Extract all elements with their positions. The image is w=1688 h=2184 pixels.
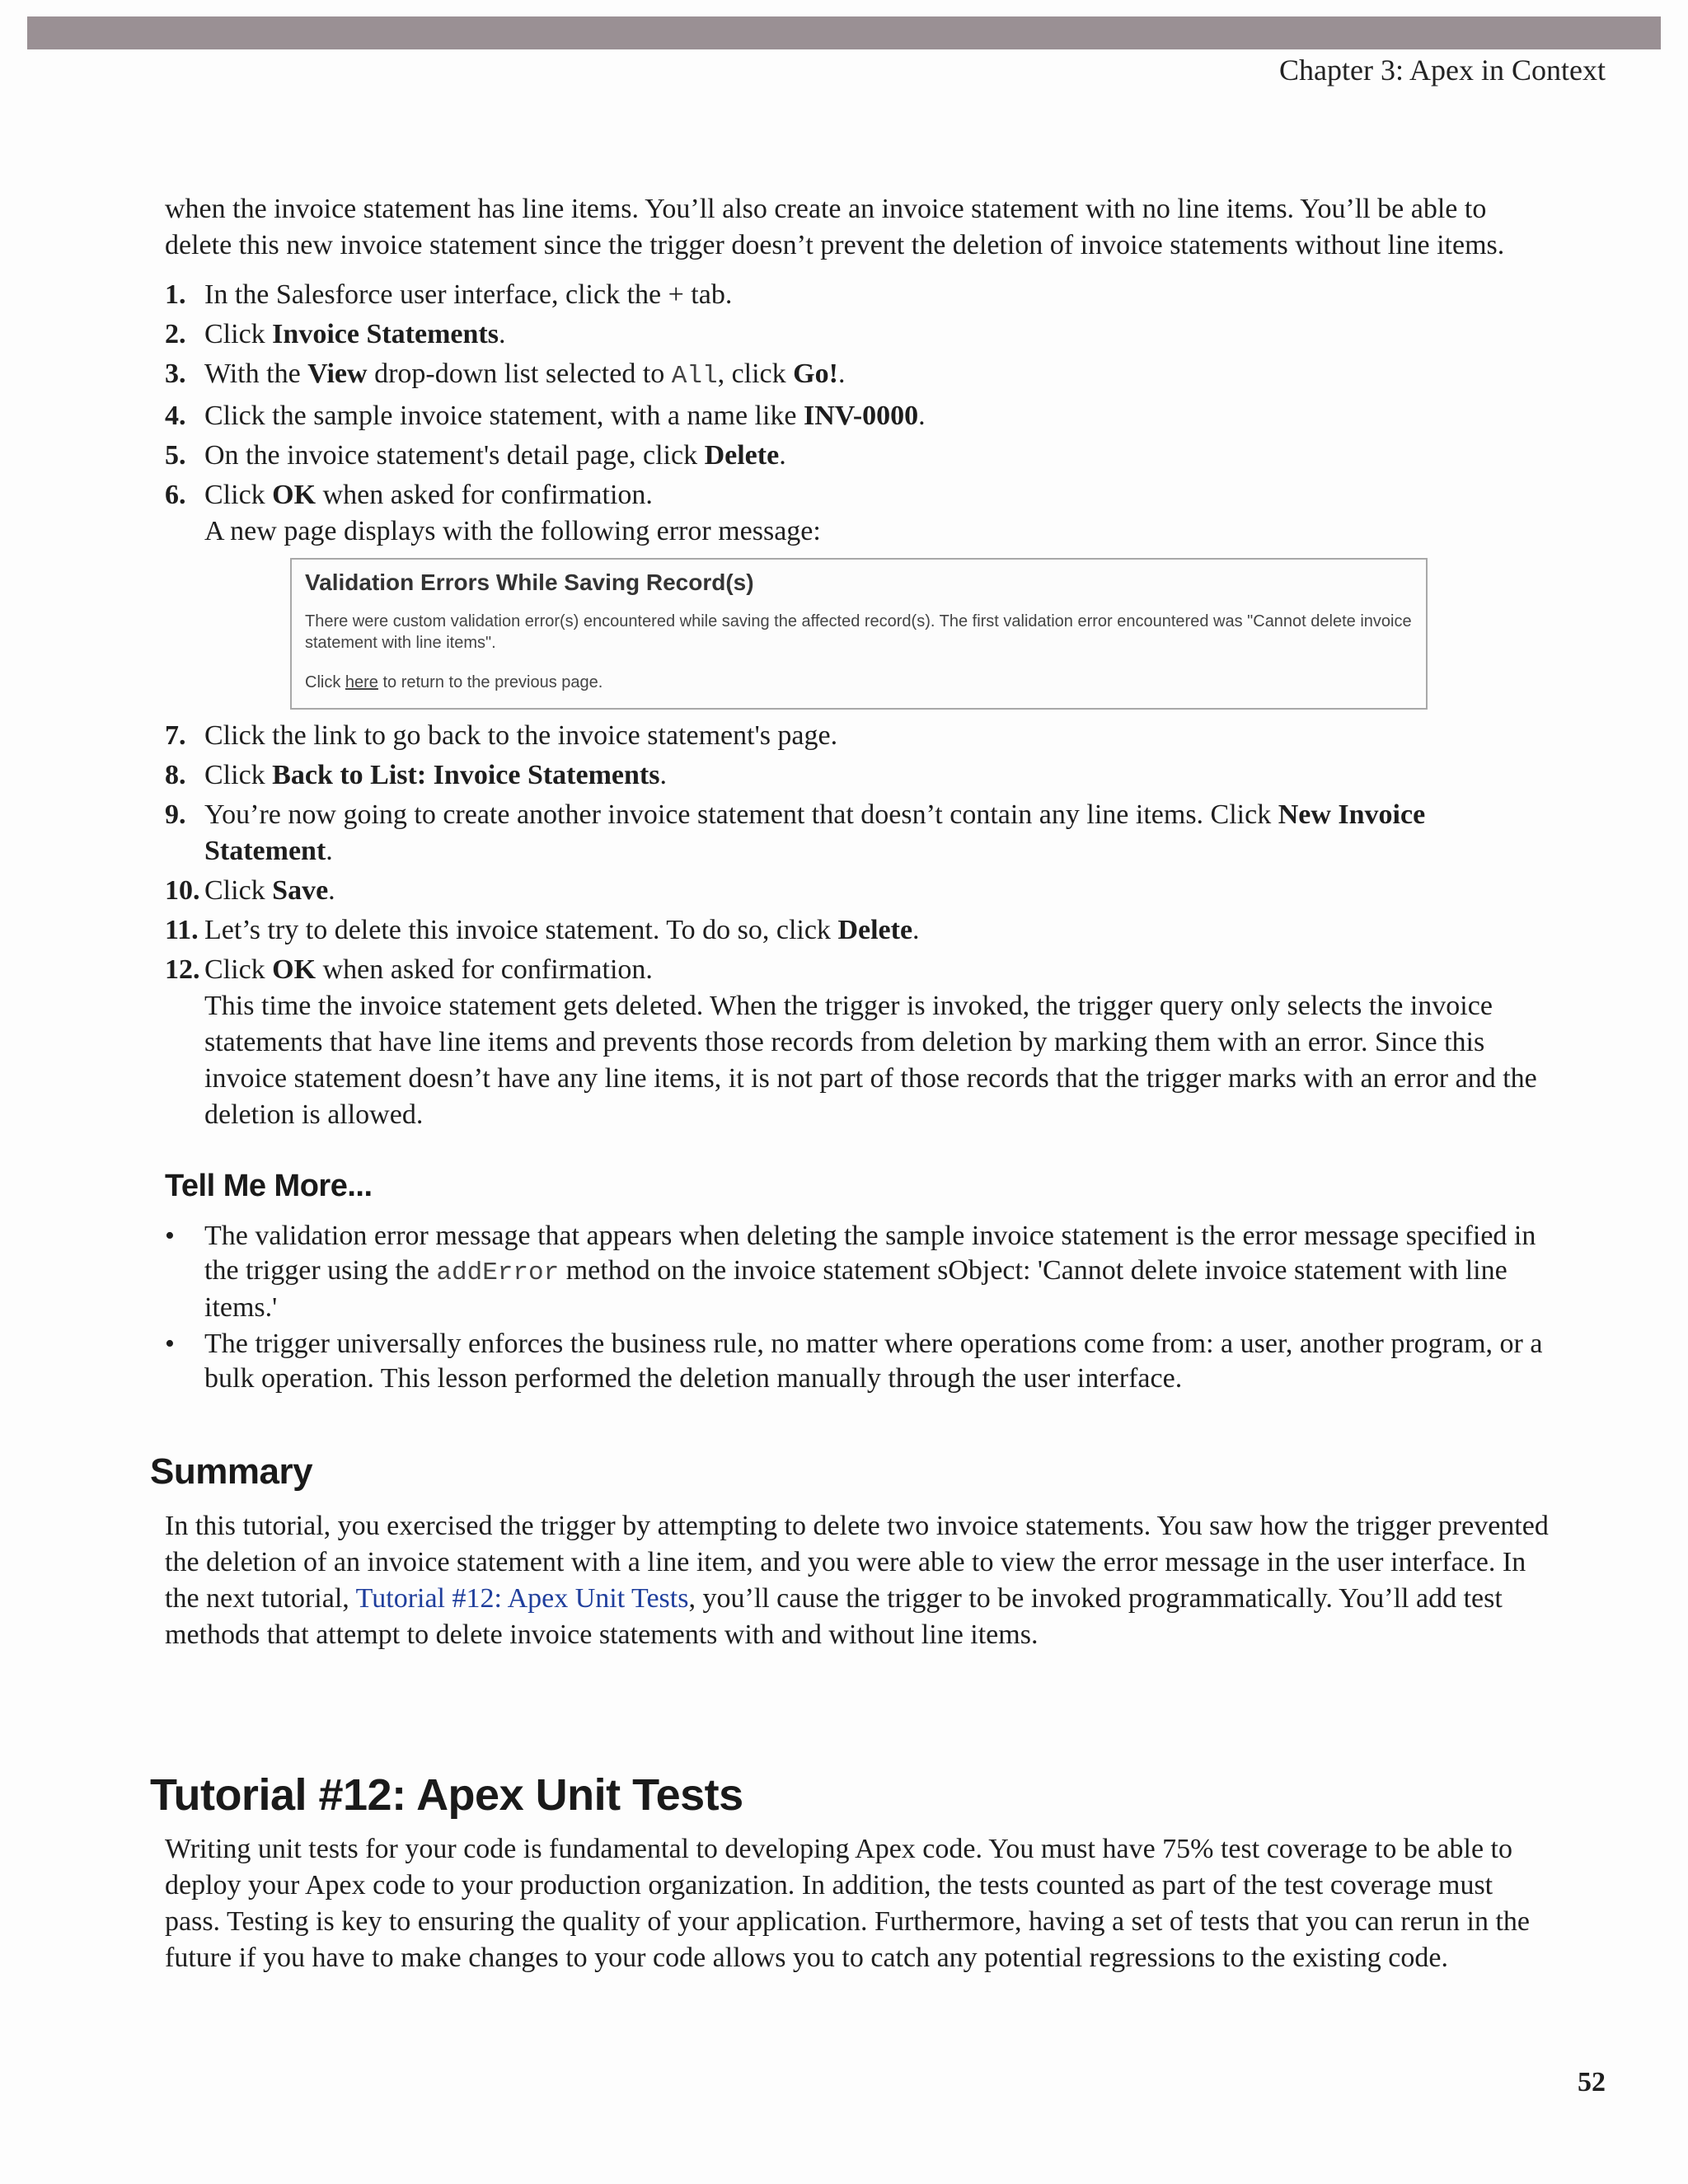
step-ui-label: Invoice Statements xyxy=(272,319,499,349)
bullet-code: addError xyxy=(436,1258,560,1287)
bullet-item xyxy=(165,1327,1550,1396)
step-number: 6. xyxy=(165,480,186,510)
step-number: 2. xyxy=(165,319,186,349)
step-ui-label: Back to List: Invoice Statements xyxy=(272,760,660,790)
tutorial-12-link[interactable]: Tutorial #12: Apex Unit Tests xyxy=(355,1583,689,1614)
step-7 xyxy=(165,718,1550,754)
error-title: Validation Errors While Saving Record(s) xyxy=(305,569,754,595)
step-ui-label: View xyxy=(307,359,368,389)
bullet-text: method on the invoice statement sObject: 'Cannot delete invoice statement with line items.' xyxy=(204,1255,1507,1323)
step-text: . xyxy=(779,440,786,471)
step-12 xyxy=(165,952,1550,1133)
step-text: You’re now going to create another invoice statement that doesn’t contain any line items. Click xyxy=(204,799,1278,830)
step-10 xyxy=(165,873,1550,909)
summary-heading: Summary xyxy=(150,1451,313,1492)
header-bar xyxy=(27,16,1661,49)
tutorial-paragraph: Writing unit tests for your code is fundamental to developing Apex code. You must have 75% test coverage to be able to deploy your Apex code to your production organization. In addition, the tests counted as part of the test coverage must pass. Testing is key to ensuring the quality of your application. Furthermore, having a set of tests that you can rerun in the future if you have to make changes to your code allows you to catch any potential regressions to the existing code. xyxy=(165,1834,1531,1973)
error-message-screenshot xyxy=(290,558,1428,710)
bullet-text: The validation error message that appears when deleting the sample invoice statement is the error message specified in the trigger using the xyxy=(204,1221,1536,1286)
step-number: 1. xyxy=(165,279,186,310)
error-footer xyxy=(305,672,1413,693)
step-5 xyxy=(165,438,1550,474)
bullet-dot-icon: • xyxy=(165,1329,175,1359)
step-2 xyxy=(165,316,1550,353)
running-head: Chapter 3: Apex in Context xyxy=(1279,54,1606,87)
step-text: Click the link to go back to the invoice statement's page. xyxy=(204,720,838,751)
step-code: All xyxy=(671,362,718,391)
error-body: There were custom validation error(s) encountered while saving the affected record(s). The first validation error encountered was "Cannot delete invoice statement with line items". xyxy=(305,612,1412,652)
step-text: In the Salesforce user interface, click the + tab. xyxy=(204,279,733,310)
step-text: . xyxy=(912,915,920,945)
error-footer-text: to return to the previous page. xyxy=(377,673,603,691)
intro-paragraph: when the invoice statement has line items. You’ll also create an invoice statement with no line items. You’ll be able to delete this new invoice statement since the trigger doesn’t prevent the deletion of invoice statements without line items. xyxy=(165,194,1505,260)
bullet-item xyxy=(165,1219,1550,1325)
summary-text: , you’ll cause the trigger to be invoked programmatically. You’ll add test methods that attempt to delete invoice statements with and without line items. xyxy=(165,1583,1503,1650)
step-text: On the invoice statement's detail page, click xyxy=(204,440,705,471)
step-ui-label: OK xyxy=(272,954,316,985)
step-number: 9. xyxy=(165,799,186,830)
step-text: drop-down list selected to xyxy=(367,359,672,389)
tell-me-more-list xyxy=(165,1219,1550,1396)
step-note: This time the invoice statement gets deleted. When the trigger is invoked, the trigger query only selects the invoice statements that have line items and prevents those records from deletion by marking them with an error. Since this invoice statement doesn’t have any line items, it is not part of those records that the trigger marks with an error and the deletion is allowed. xyxy=(204,991,1537,1130)
step-number: 10. xyxy=(165,875,200,906)
step-text: . xyxy=(918,401,926,431)
step-number: 8. xyxy=(165,760,186,790)
step-text: when asked for confirmation. xyxy=(316,954,653,985)
step-text: Click xyxy=(204,875,273,906)
step-text: , click xyxy=(717,359,794,389)
step-3 xyxy=(165,356,1550,395)
tell-me-more-heading: Tell Me More... xyxy=(165,1169,373,1203)
step-number: 3. xyxy=(165,359,186,389)
page-number: 52 xyxy=(1578,2067,1606,2097)
step-number: 11. xyxy=(165,915,199,945)
step-text: . xyxy=(498,319,506,349)
step-ui-label: OK xyxy=(272,480,316,510)
step-ui-label: INV-0000 xyxy=(804,401,919,431)
step-ui-label: New Invoice Statement xyxy=(204,799,1426,866)
step-ui-label: Save xyxy=(272,875,329,906)
step-ui-label: Go! xyxy=(793,359,838,389)
step-9 xyxy=(165,797,1550,869)
summary-paragraph xyxy=(165,1508,1550,1653)
step-ui-label: Delete xyxy=(704,440,780,471)
step-text: when asked for confirmation. xyxy=(316,480,653,510)
step-text: . xyxy=(326,836,333,866)
step-number: 4. xyxy=(165,401,186,431)
error-footer-text: Click xyxy=(305,673,345,691)
bullet-text: The trigger universally enforces the business rule, no matter where operations come from: a user, another program, or a bulk operation. This lesson performed the deletion manually through the user interface. xyxy=(204,1329,1543,1394)
bullet-dot-icon: • xyxy=(165,1221,175,1251)
step-8 xyxy=(165,757,1550,794)
step-11 xyxy=(165,912,1550,949)
step-6 xyxy=(165,477,1550,550)
steps-list-b xyxy=(165,718,1550,1133)
error-here-link[interactable]: here xyxy=(345,673,378,691)
step-note: A new page displays with the following error message: xyxy=(204,516,821,546)
page-content xyxy=(150,191,1550,1976)
step-text: Let’s try to delete this invoice statement. To do so, click xyxy=(204,915,838,945)
summary-text: In this tutorial, you exercised the trigger by attempting to delete two invoice statements. You saw how the trigger prevented the deletion of an invoice statement with a line item, and you were able to view the error message in the user interface. In the next tutorial, xyxy=(165,1511,1549,1614)
step-text: . xyxy=(837,359,846,389)
step-text: . xyxy=(328,875,335,906)
step-text: Click xyxy=(204,319,273,349)
step-text: With the xyxy=(204,359,308,389)
step-1 xyxy=(165,277,1550,313)
steps-list-a xyxy=(165,277,1550,550)
step-text: . xyxy=(659,760,667,790)
step-text: Click xyxy=(204,760,273,790)
step-text: Click xyxy=(204,480,273,510)
step-text: Click xyxy=(204,954,273,985)
step-4 xyxy=(165,398,1550,434)
step-number: 7. xyxy=(165,720,186,751)
step-number: 12. xyxy=(165,954,200,985)
step-number: 5. xyxy=(165,440,186,471)
step-text: Click the sample invoice statement, with a name like xyxy=(204,401,804,431)
step-ui-label: Delete xyxy=(837,915,913,945)
tutorial-heading: Tutorial #12: Apex Unit Tests xyxy=(150,1770,743,1820)
